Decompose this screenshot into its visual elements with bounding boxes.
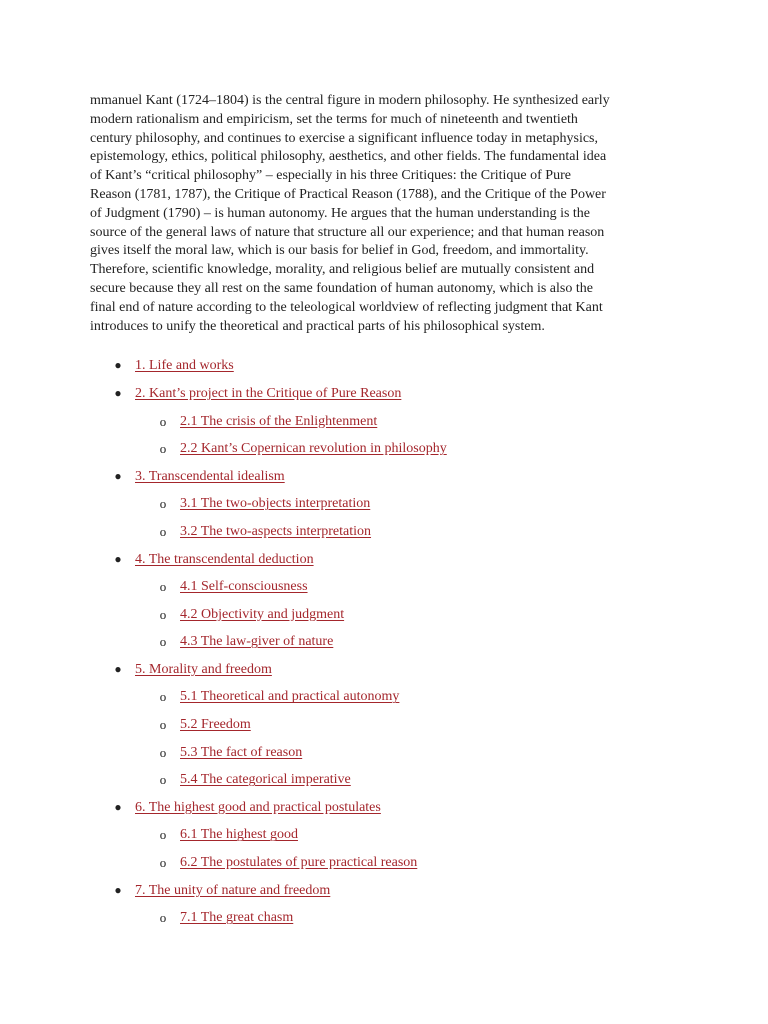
- toc-link[interactable]: 3. Transcendental idealism: [135, 468, 285, 484]
- toc-subsection-item: [90, 711, 690, 739]
- circle-bullet-icon: o: [159, 689, 167, 705]
- toc-link[interactable]: 3.2 The two-aspects interpretation: [180, 523, 372, 539]
- circle-bullet-icon: o: [159, 717, 167, 733]
- intro-line: of Judgment (1790) – is human autonomy. He argues that the human understanding is the: [90, 205, 591, 221]
- intro-line: epistemology, ethics, political philosophy, aesthetics, and other fields. The fundamental idea: [90, 149, 607, 165]
- toc-section-item: [90, 546, 690, 574]
- disc-bullet-icon: ●: [114, 358, 122, 373]
- toc-link[interactable]: 6. The highest good and practical postulates: [135, 799, 381, 815]
- toc-subsection-item: [90, 435, 690, 463]
- circle-bullet-icon: o: [159, 579, 167, 595]
- toc-subsection-item: [90, 821, 690, 849]
- intro-line: introduces to unify the theoretical and practical parts of his philosophical system.: [90, 318, 545, 334]
- toc-link[interactable]: 2.2 Kant’s Copernican revolution in philosophy: [180, 441, 447, 457]
- toc-link[interactable]: 5.1 Theoretical and practical autonomy: [180, 689, 400, 705]
- intro-line: gives itself the moral law, which is our basis for belief in God, freedom, and immortality.: [90, 243, 589, 259]
- toc-subsection-item: [90, 766, 690, 794]
- toc-link[interactable]: 5. Morality and freedom: [135, 661, 272, 677]
- toc-link[interactable]: 4.1 Self-consciousness: [180, 579, 308, 595]
- toc-section-item: [90, 877, 690, 905]
- disc-bullet-icon: ●: [114, 551, 122, 566]
- intro-line: century philosophy, and continues to exercise a significant influence today in metaphysics,: [90, 130, 599, 146]
- intro-line: source of the general laws of nature that structure all our experience; and that human reason: [90, 224, 605, 240]
- intro-line: of Kant’s “critical philosophy” – especially in his three Critiques: the Critique of Pure: [90, 168, 571, 184]
- document-page: [90, 92, 690, 932]
- intro-line: modern rationalism and empiricism, set the terms for much of nineteenth and twentieth: [90, 111, 578, 127]
- toc-subsection-item: [90, 408, 690, 436]
- circle-bullet-icon: o: [159, 634, 167, 650]
- toc-subsection-item: [90, 739, 690, 767]
- toc-link[interactable]: 6.1 The highest good: [180, 827, 298, 843]
- toc-section-item: [90, 352, 690, 380]
- toc-subsection-item: [90, 601, 690, 629]
- circle-bullet-icon: o: [159, 413, 167, 429]
- toc-link[interactable]: 5.4 The categorical imperative: [180, 772, 351, 788]
- toc-section-item: [90, 656, 690, 684]
- toc-link[interactable]: 7.1 The great chasm: [180, 910, 294, 926]
- toc-link[interactable]: 2. Kant’s project in the Critique of Pure Reason: [135, 385, 402, 401]
- toc-link[interactable]: 2.1 The crisis of the Enlightenment: [180, 413, 378, 429]
- toc-link[interactable]: 6.2 The postulates of pure practical reason: [180, 855, 418, 871]
- intro-line: Therefore, scientific knowledge, morality, and religious belief are mutually consistent and: [90, 262, 595, 278]
- intro-line: mmanuel Kant (1724–1804) is the central figure in modern philosophy. He synthesized early: [90, 93, 610, 108]
- toc-subsection-item: [90, 518, 690, 546]
- intro-line: final end of nature according to the teleological worldview of reflecting judgment that Kant: [90, 299, 603, 315]
- circle-bullet-icon: o: [159, 772, 167, 788]
- toc-link[interactable]: 5.3 The fact of reason: [180, 744, 303, 760]
- disc-bullet-icon: ●: [114, 661, 122, 676]
- toc-link[interactable]: 4.3 The law-giver of nature: [180, 634, 334, 650]
- toc-link[interactable]: 4.2 Objectivity and judgment: [180, 606, 345, 622]
- toc-section-item: [90, 463, 690, 491]
- toc-section-item: [90, 380, 690, 408]
- circle-bullet-icon: o: [159, 744, 167, 760]
- disc-bullet-icon: ●: [114, 882, 122, 897]
- intro-line: secure because they all rest on the same foundation of human autonomy, which is also the: [90, 280, 593, 296]
- toc-section-item: [90, 794, 690, 822]
- circle-bullet-icon: o: [159, 827, 167, 843]
- toc-subsection-item: [90, 628, 690, 656]
- toc-link[interactable]: 3.1 The two-objects interpretation: [180, 496, 371, 512]
- toc-link[interactable]: 1. Life and works: [135, 358, 234, 374]
- toc-link[interactable]: 7. The unity of nature and freedom: [135, 882, 331, 898]
- disc-bullet-icon: ●: [114, 799, 122, 814]
- disc-bullet-icon: ●: [114, 385, 122, 400]
- toc-subsection-item: [90, 490, 690, 518]
- circle-bullet-icon: o: [159, 910, 167, 926]
- intro-paragraph: [90, 92, 690, 336]
- table-of-contents: [90, 352, 690, 931]
- toc-link[interactable]: 5.2 Freedom: [180, 717, 251, 733]
- toc-link[interactable]: 4. The transcendental deduction: [135, 551, 314, 567]
- circle-bullet-icon: o: [159, 606, 167, 622]
- intro-line: Reason (1781, 1787), the Critique of Practical Reason (1788), and the Critique of the Power: [90, 186, 606, 202]
- circle-bullet-icon: o: [159, 855, 167, 871]
- toc-subsection-item: [90, 849, 690, 877]
- disc-bullet-icon: ●: [114, 468, 122, 483]
- toc-subsection-item: [90, 904, 690, 932]
- circle-bullet-icon: o: [159, 496, 167, 512]
- circle-bullet-icon: o: [159, 441, 167, 457]
- toc-subsection-item: [90, 683, 690, 711]
- toc-subsection-item: [90, 573, 690, 601]
- circle-bullet-icon: o: [159, 523, 167, 539]
